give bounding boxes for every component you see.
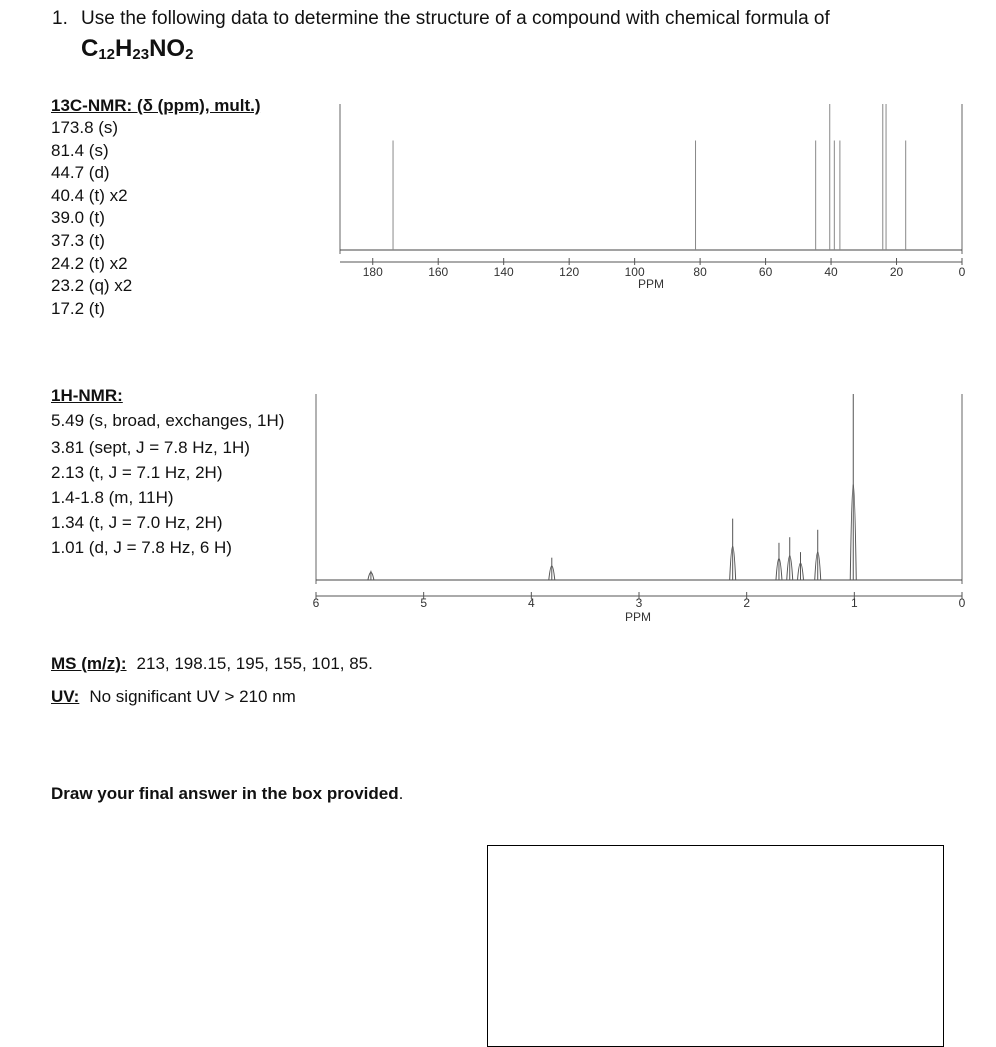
c13-peak: 40.4 (t) x2	[51, 185, 128, 205]
instruction-text: Draw your final answer in the box provided	[51, 784, 399, 803]
c13-peak: 37.3 (t)	[51, 230, 105, 250]
x-tick-label: 60	[758, 265, 773, 279]
x-tick-label: 3	[635, 596, 643, 610]
c13-peak: 17.2 (t)	[51, 298, 105, 318]
c13-heading: 13C-NMR: (δ (ppm), mult.)	[51, 96, 261, 115]
c13-peak: 23.2 (q) x2	[51, 276, 133, 296]
x-tick-label: 5	[420, 596, 428, 610]
h1-peak: 5.49 (s, broad, exchanges, 1H)	[51, 411, 285, 430]
formula-o-count: 2	[185, 46, 194, 63]
ms-label: MS (m/z):	[51, 654, 127, 673]
h1-peak: 1.34 (t, J = 7.0 Hz, 2H)	[51, 513, 223, 532]
x-tick-label: 1	[850, 596, 858, 610]
x-axis-label: PPM	[637, 277, 665, 291]
x-axis-label: PPM	[624, 610, 652, 624]
formula-c-count: 12	[98, 46, 116, 63]
x-tick-label: 160	[428, 265, 449, 279]
x-tick-label: 20	[889, 265, 904, 279]
h1-heading: 1H-NMR:	[51, 386, 123, 405]
x-tick-label: 0	[958, 265, 966, 279]
h1-peak: 1.4-1.8 (m, 11H)	[51, 488, 174, 507]
question-text: Use the following data to determine the structure of a compound with chemical formula of	[81, 8, 830, 29]
x-tick-label: 2	[743, 596, 751, 610]
x-tick-label: 140	[493, 265, 514, 279]
formula-c: C	[81, 35, 99, 62]
uv-label: UV:	[51, 687, 80, 706]
c13-peak: 173.8 (s)	[51, 118, 119, 137]
c13-peak: 39.0 (t)	[51, 208, 105, 228]
c13-peak: 81.4 (s)	[51, 140, 109, 160]
formula-h-count: 23	[132, 46, 150, 63]
h1-peak: 1.01 (d, J = 7.8 Hz, 6 H)	[51, 538, 232, 557]
instruction-period: .	[398, 784, 404, 803]
x-tick-label: 100	[624, 265, 645, 279]
x-tick-label: 0	[958, 596, 966, 610]
x-tick-label: 4	[527, 596, 535, 610]
x-tick-label: 6	[312, 596, 320, 610]
formula-h: H	[115, 35, 133, 62]
x-tick-label: 80	[693, 265, 707, 279]
c13-peak: 24.2 (t) x2	[51, 253, 128, 273]
x-tick-label: 120	[559, 265, 580, 279]
x-tick-label: 180	[362, 265, 383, 279]
x-tick-label: 40	[824, 265, 838, 279]
h1-peak: 3.81 (sept, J = 7.8 Hz, 1H)	[51, 438, 250, 457]
question-number: 1.	[52, 8, 68, 29]
c13-peak: 44.7 (d)	[51, 163, 110, 183]
ms-values: 213, 198.15, 195, 155, 101, 85.	[136, 654, 373, 673]
formula-no: NO	[149, 35, 186, 62]
uv-value: No significant UV > 210 nm	[89, 687, 296, 706]
h1-peak: 2.13 (t, J = 7.1 Hz, 2H)	[51, 463, 223, 482]
